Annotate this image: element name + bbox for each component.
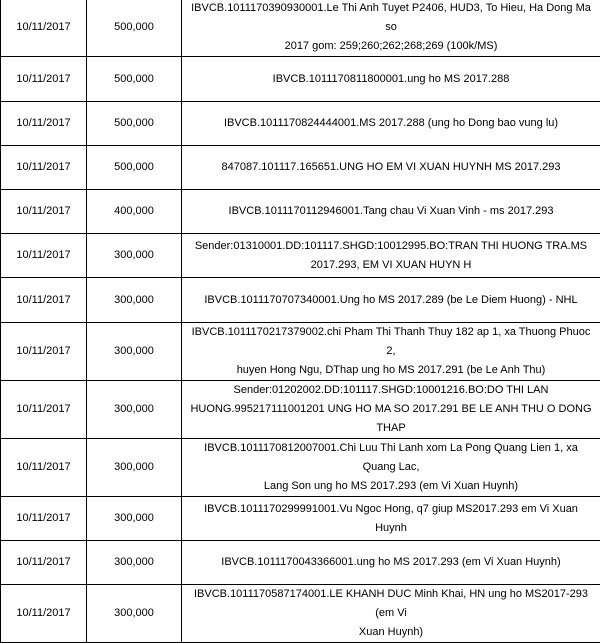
description-line: IBVCB.1011170812007001.Chi Luu Thi Lanh xom La Pong Quang Lien 1, xa Quang Lac, [204,442,578,473]
date-cell: 10/11/2017 [1,234,87,278]
amount-cell: 300,000 [87,585,182,643]
description-cell [182,102,600,146]
table-row [1,541,600,585]
table-row [1,497,600,541]
date-cell: 10/11/2017 [1,146,87,190]
amount-cell: 300,000 [87,439,182,497]
table-row [1,102,600,146]
description-cell [182,439,600,497]
amount-cell: 300,000 [87,497,182,541]
date-cell: 10/11/2017 [1,0,87,57]
amount-cell: 500,000 [87,57,182,102]
description-cell [182,541,600,585]
amount-cell: 500,000 [87,146,182,190]
description-line: IBVCB.1011170587174001.LE KHANH DUC Minh Khai, HN ung ho MS2017-293 (em Vi [194,588,588,619]
table-row [1,585,600,643]
description-line: IBVCB.1011170217379002.chi Pham Thi Thanh Thuy 182 ap 1, xa Thuong Phuoc 2, [192,326,591,357]
description-cell [182,0,600,57]
date-cell: 10/11/2017 [1,585,87,643]
date-cell: 10/11/2017 [1,278,87,323]
table-row [1,439,600,497]
description-cell [182,278,600,323]
transactions-body [1,0,600,643]
table-row [1,381,600,439]
description-line: 2017 gom: 259;260;262;268;269 (100k/MS) [285,40,498,52]
amount-cell: 300,000 [87,234,182,278]
description-line: Xuan Huynh) [359,626,423,638]
table-row [1,323,600,381]
description-line: Lang Son ung ho MS 2017.293 (em Vi Xuan Huynh) [264,480,518,492]
description-cell [182,497,600,541]
description-cell [182,57,600,102]
description-line: IBVCB.1011170390930001.Le Thi Anh Tuyet P2406, HUD3, To Hieu, Ha Dong Ma so [191,2,591,33]
date-cell: 10/11/2017 [1,102,87,146]
description-cell [182,323,600,381]
amount-cell: 500,000 [87,0,182,57]
date-cell: 10/11/2017 [1,497,87,541]
amount-cell: 300,000 [87,278,182,323]
amount-cell: 300,000 [87,323,182,381]
description-line: HUONG.995217111001201 UNG HO MA SO 2017.291 BE LE ANH THU O DONG THAP [190,403,591,434]
description-line: 2017.293, EM VI XUAN HUYN H [311,259,472,271]
description-cell [182,146,600,190]
description-line: IBVCB.1011170299991001.Vu Ngoc Hong, q7 giup MS2017.293 em Vi Xuan Huynh [204,503,578,534]
date-cell: 10/11/2017 [1,541,87,585]
description-cell [182,381,600,439]
table-row [1,278,600,323]
description-cell [182,190,600,234]
description-line: IBVCB.1011170112946001.Tang chau Vi Xuan Vinh - ms 2017.293 [229,205,554,217]
description-line: IBVCB.1011170043366001.ung ho MS 2017.293 (em Vi Xuan Huynh) [221,556,560,568]
table-row [1,190,600,234]
table-row [1,146,600,190]
amount-cell: 500,000 [87,102,182,146]
description-line: Sender:01310001.DD:101117.SHGD:10012995.BO:TRAN THI HUONG TRA.MS [195,240,587,252]
description-line: IBVCB.1011170707340001.Ung ho MS 2017.289 (be Le Diem Huong) - NHL [204,294,577,306]
table-row [1,0,600,57]
amount-cell: 300,000 [87,381,182,439]
description-line: 847087.101117.165651.UNG HO EM VI XUAN HUYNH MS 2017.293 [222,161,561,173]
date-cell: 10/11/2017 [1,381,87,439]
amount-cell: 300,000 [87,541,182,585]
description-line: Sender:01202002.DD:101117.SHGD:10001216.BO:DO THI LAN [234,384,549,396]
description-line: IBVCB.1011170824444001.MS 2017.288 (ung ho Dong bao vung lu) [224,117,558,129]
description-cell [182,585,600,643]
table-row [1,57,600,102]
table-row [1,234,600,278]
date-cell: 10/11/2017 [1,439,87,497]
date-cell: 10/11/2017 [1,57,87,102]
amount-cell: 400,000 [87,190,182,234]
date-cell: 10/11/2017 [1,323,87,381]
date-cell: 10/11/2017 [1,190,87,234]
description-cell [182,234,600,278]
description-line: IBVCB.1011170811800001.ung ho MS 2017.288 [273,73,510,85]
description-line: huyen Hong Ngu, DThap ung ho MS 2017.291 (be Le Anh Thu) [237,364,546,376]
